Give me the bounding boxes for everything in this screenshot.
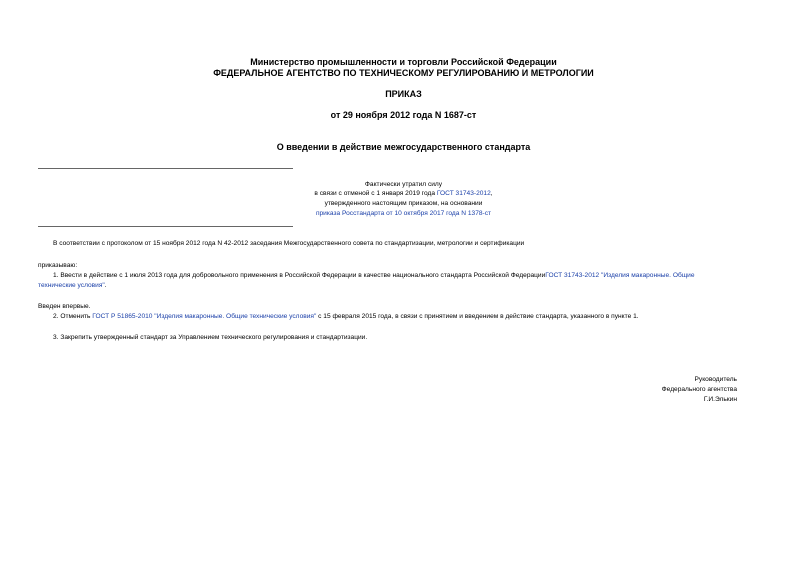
status-line-3: утвержденного настоящим приказом, на основании (324, 200, 483, 207)
divider-bottom (38, 226, 293, 227)
document-type: ПРИКАЗ (385, 89, 422, 99)
item-1-prefix: 1. Ввести в действие с 1 июля 2013 года для добровольного применения в Российской Федерации в качестве национального стандарта Российской Федерации (53, 272, 546, 279)
introduced-note: Введен впервые. (38, 303, 91, 310)
signature-name: Г.И.Элькин (703, 396, 737, 403)
signature-agency: Федерального агентства (661, 386, 737, 393)
item-2-suffix: с 15 февраля 2015 года, в связи с принятием и введением в действие стандарта, указанного в пункте 1. (316, 313, 639, 320)
gost-31743-item-link-cont[interactable]: технические условия" (38, 282, 105, 289)
item-2 (53, 312, 639, 321)
status-line-1: Фактически утратил силу (364, 181, 443, 188)
item-1-suffix: . (104, 282, 107, 289)
gost-31743-link[interactable]: ГОСТ 31743-2012 (436, 190, 491, 197)
document-subject: О введении в действие межгосударственного стандарта (276, 142, 531, 152)
gost-31743-item-link[interactable]: ГОСТ 31743-2012 "Изделия макаронные. Общие (545, 272, 695, 279)
item-1-line-1 (53, 271, 695, 280)
signature-title: Руководитель (694, 376, 737, 383)
orders-word: приказываю: (38, 262, 78, 269)
ministry-title: Министерство промышленности и торговли Российской Федерации (250, 57, 557, 67)
divider-top (38, 168, 293, 169)
gost-r-51865-link[interactable]: ГОСТ Р 51865-2010 "Изделия макаронные. Общие технические условия" (92, 313, 317, 320)
status-line-2-prefix: в связи с отменой с 1 января 2019 года (314, 190, 437, 197)
agency-title: ФЕДЕРАЛЬНОЕ АГЕНТСТВО ПО ТЕХНИЧЕСКОМУ РЕГУЛИРОВАНИЮ И МЕТРОЛОГИИ (213, 68, 594, 78)
rosstandart-order-link[interactable]: приказа Росстандарта от 10 октября 2017 года N 1378-ст (315, 210, 492, 217)
item-1-line-2 (38, 281, 107, 290)
document-date-number: от 29 ноября 2012 года N 1687-ст (330, 110, 477, 120)
status-line-2 (0, 189, 807, 198)
status-line-2-suffix: , (490, 190, 493, 197)
item-2-prefix: 2. Отменить (53, 313, 93, 320)
preamble: В соответствии с протоколом от 15 ноября 2012 года N 42-2012 заседания Межгосударственного совета по стандартизации, метрологии и сертификации (53, 240, 525, 247)
item-3: 3. Закрепить утвержденный стандарт за Управлением технического регулирования и стандартизации. (53, 334, 368, 341)
